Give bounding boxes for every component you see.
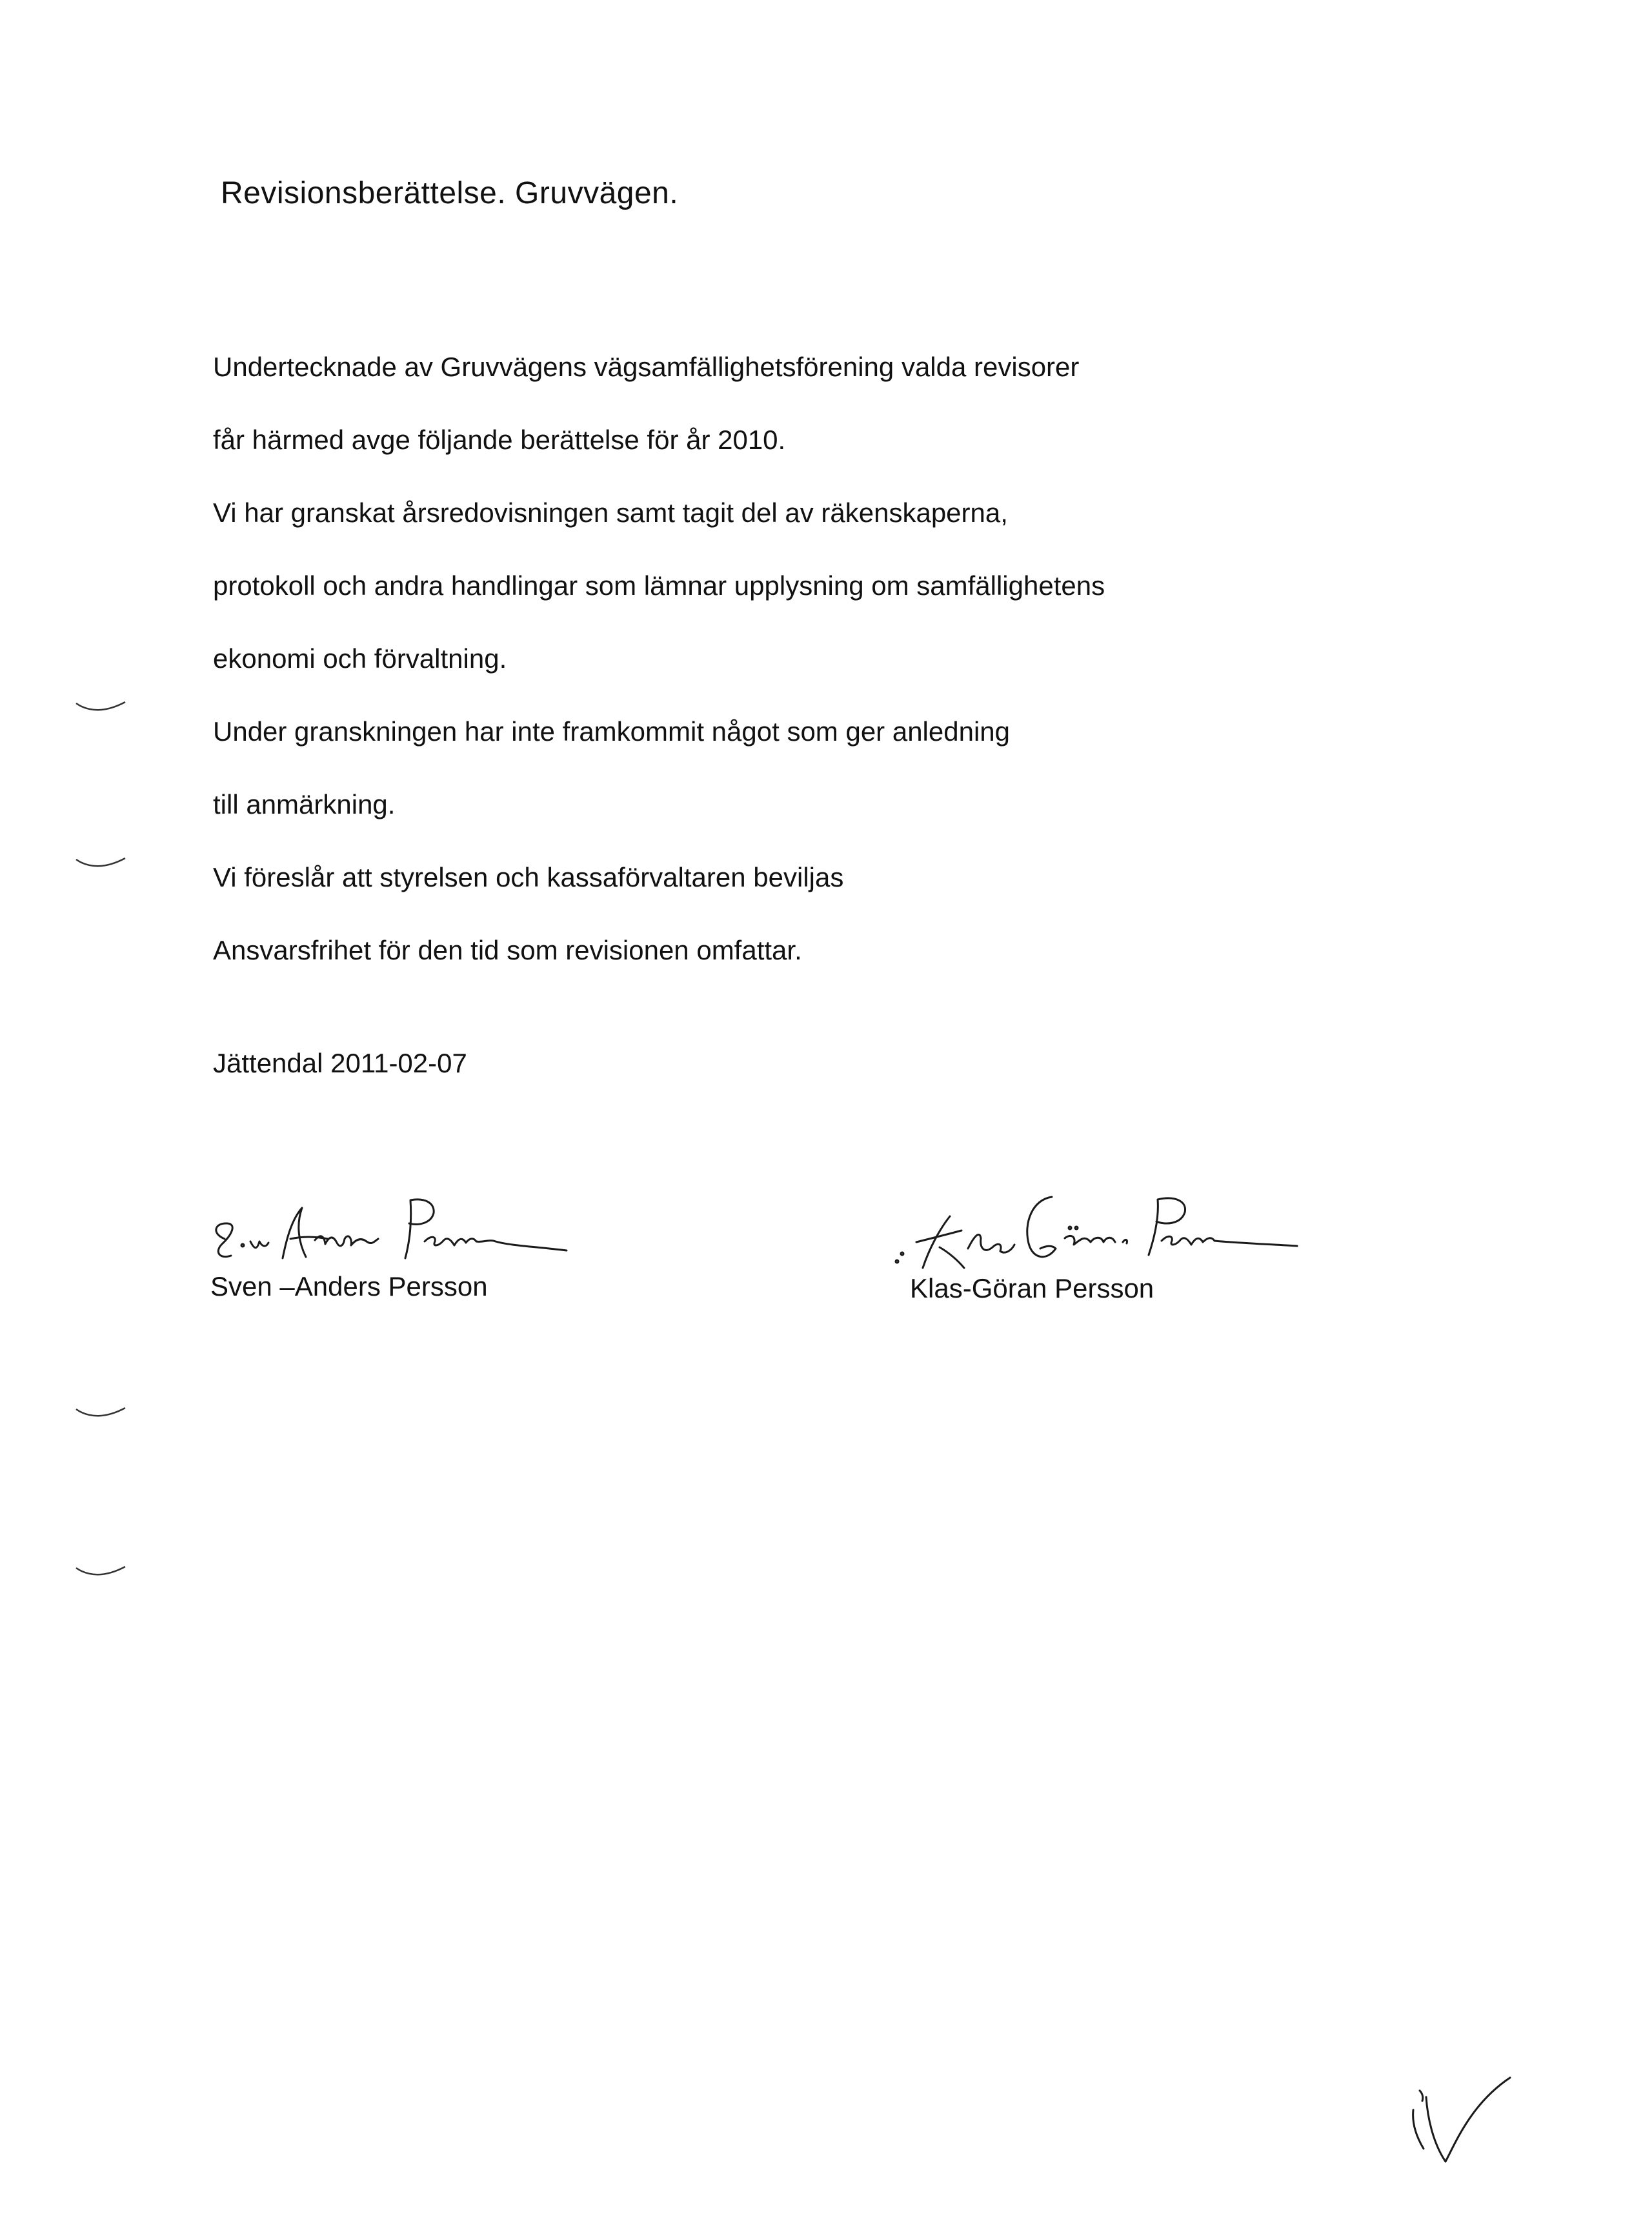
punch-hole-mark [70,1401,128,1427]
place-date: Jättendal 2011-02-07 [213,1048,467,1078]
handwritten-initials [1394,2052,1536,2181]
body-line: Vi föreslår att styrelsen och kassaförvaltaren beviljas [213,862,844,892]
body-line: Ansvarsfrihet för den tid som revisionen omfattar. [213,935,802,965]
document-body [213,330,1105,987]
punch-hole-mark [70,852,128,878]
punch-hole-mark [70,1560,128,1586]
signatory-name-right: Klas-Göran Persson [910,1273,1154,1303]
document-title: Revisionsberättelse. Gruvvägen. [221,176,679,210]
signature-block-right [878,1171,1329,1313]
signatory-name-left: Sven –Anders Persson [210,1271,488,1301]
body-line: till anmärkning. [213,789,396,819]
body-line: får härmed avge följande berättelse för år 2010. [213,425,786,455]
body-line: ekonomi och förvaltning. [213,643,507,674]
signature-block-left [205,1174,657,1316]
punch-hole-mark [70,696,128,721]
body-line: Under granskningen har inte framkommit något som ger anledning [213,716,1011,747]
handwritten-signature-left [205,1174,605,1278]
body-line: Vi har granskat årsredovisningen samt tagit del av räkenskaperna, [213,497,1008,528]
handwritten-signature-right [878,1171,1329,1281]
body-line: Undertecknade av Gruvvägens vägsamfällighetsförening valda revisorer [213,352,1080,382]
body-line: protokoll och andra handlingar som lämnar upplysning om samfällighetens [213,570,1105,601]
